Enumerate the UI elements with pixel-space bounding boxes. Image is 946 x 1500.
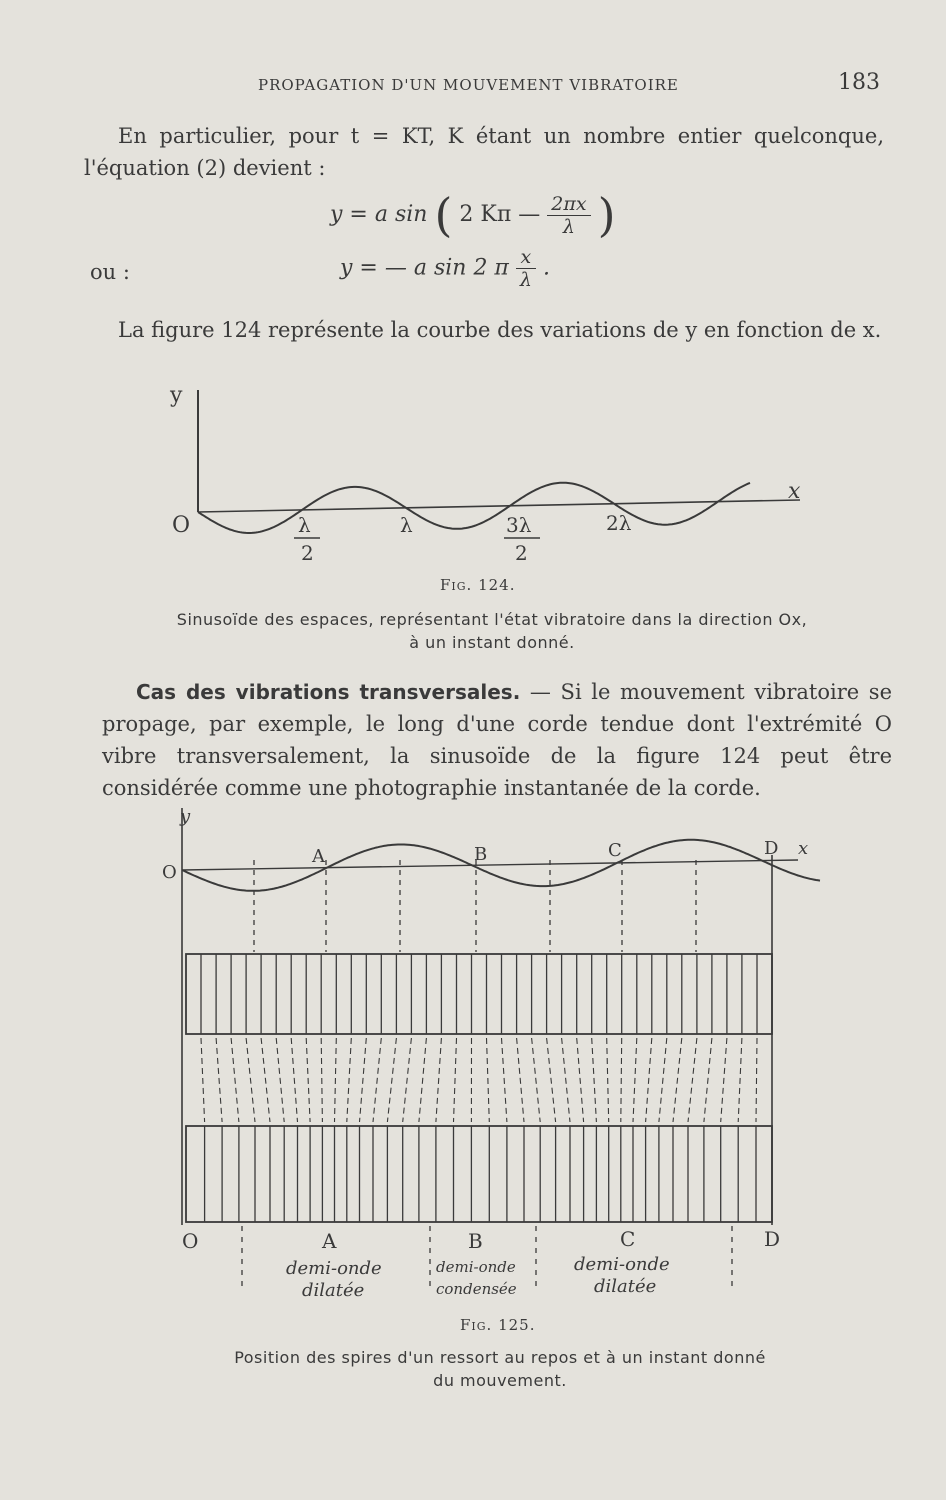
intro-paragraph: En particulier, pour t = KT, K étant un nombre entier quelconque, l'équation (2) devient : bbox=[84, 124, 884, 180]
figure-125-caption-line-2: du mouvement. bbox=[433, 1371, 567, 1390]
figure-124 bbox=[160, 380, 820, 570]
fig125-point-d: D bbox=[764, 838, 779, 859]
fig125-displacement-line bbox=[321, 1038, 322, 1122]
fig125-displacement-line bbox=[487, 1038, 490, 1122]
fig125-displacement-line bbox=[419, 1038, 427, 1122]
running-title: PROPAGATION D'UN MOUVEMENT VIBRATOIRE bbox=[258, 76, 679, 94]
fig125-displacement-line bbox=[261, 1038, 270, 1122]
fig125-moved-coils bbox=[205, 1126, 756, 1222]
fig125-displacement-line bbox=[756, 1038, 757, 1122]
eq2-denominator: λ bbox=[516, 268, 536, 291]
fig125-zone2-line2: condensée bbox=[436, 1280, 517, 1298]
eq1-numerator: 2πx bbox=[551, 192, 587, 215]
figure-125 bbox=[150, 800, 840, 1310]
fig125-displacement-line bbox=[246, 1038, 255, 1122]
fig125-displacement-line bbox=[454, 1038, 457, 1122]
fig125-displacement-line bbox=[738, 1038, 742, 1122]
fig125-displacement-line bbox=[646, 1038, 652, 1122]
fig125-origin-label: O bbox=[162, 862, 177, 883]
fig125-zone1-line2: dilatée bbox=[302, 1280, 365, 1301]
ou-label: ou : bbox=[90, 260, 130, 284]
page-number: 183 bbox=[838, 70, 880, 95]
fig125-displacement-line bbox=[607, 1038, 609, 1122]
eq1-lhs: y = a sin bbox=[330, 202, 428, 227]
fig125-displacement-line bbox=[502, 1038, 507, 1122]
fig125-rest-coils bbox=[201, 954, 757, 1034]
fig125-spring-in-motion bbox=[186, 1126, 772, 1222]
fig125-bottom-a: A bbox=[322, 1229, 337, 1253]
fig125-displacement-lines bbox=[201, 1038, 757, 1122]
fig125-x-axis bbox=[182, 860, 798, 870]
fig124-tick-3half-den: 2 bbox=[515, 541, 528, 565]
fig124-tick-3half-num: 3λ bbox=[506, 513, 532, 537]
fig125-displacement-line bbox=[517, 1038, 524, 1122]
fig124-tick-lambda: λ bbox=[400, 513, 413, 537]
fig125-displacement-line bbox=[633, 1038, 637, 1122]
figure-124-caption bbox=[112, 608, 872, 654]
fig125-bottom-b: B bbox=[468, 1229, 483, 1253]
fig125-bottom-o: O bbox=[182, 1229, 199, 1253]
figure-124-label: Fig. 124. bbox=[440, 576, 516, 594]
figure-124-drawing bbox=[160, 380, 820, 570]
figure-125-caption-line-1: Position des spires d'un ressort au repos et à un instant donné bbox=[234, 1348, 766, 1367]
fig125-zone2-line1: demi-onde bbox=[436, 1258, 516, 1276]
fig124-x-axis bbox=[198, 500, 800, 512]
fig125-displacement-line bbox=[659, 1038, 667, 1122]
figure-124-caption-line-1: Sinusoïde des espaces, représentant l'état vibratoire dans la direction Ox, bbox=[176, 610, 808, 629]
eq2-fraction bbox=[516, 246, 536, 291]
eq1-denominator: λ bbox=[547, 215, 590, 238]
fig124-tick-2lambda: 2λ bbox=[606, 511, 632, 535]
fig124-tick-half-num: λ bbox=[298, 513, 311, 537]
fig125-y-label: y bbox=[180, 806, 191, 827]
figure-125-label: Fig. 125. bbox=[460, 1316, 536, 1334]
eq2-lhs: y = — a sin 2 π bbox=[340, 255, 509, 281]
fig125-bottom-c: C bbox=[620, 1227, 636, 1251]
fig125-displacement-line bbox=[201, 1038, 205, 1122]
fig125-displacement-line bbox=[688, 1038, 697, 1122]
fig125-zone3-line1: demi-onde bbox=[574, 1254, 670, 1275]
fig125-displacement-line bbox=[387, 1038, 396, 1122]
transversal-heading: Cas des vibrations transversales. bbox=[136, 680, 521, 704]
eq2-numerator: x bbox=[520, 246, 532, 268]
fig125-displacement-line bbox=[436, 1038, 442, 1122]
fig124-sinusoid bbox=[198, 483, 750, 533]
fig125-x-label: x bbox=[798, 838, 809, 859]
paragraph-transversal bbox=[102, 676, 892, 804]
fig125-displacement-line bbox=[547, 1038, 556, 1122]
transversal-text: — Si le mouvement vibratoire se propage, par exemple, le long d'une corde tendue dont l'extrémité O vibre transversalement, la sinusoïde de la figure 124 peut être considérée comme une photographie instantanée de la corde. bbox=[102, 680, 893, 800]
fig125-point-c: C bbox=[608, 840, 622, 861]
fig125-displacement-line bbox=[403, 1038, 412, 1122]
equation-1: y = a sin ( 2 Kπ — $\frac{2\pi x}{\lambda}$ ) bbox=[330, 188, 616, 242]
fig125-displacement-line bbox=[291, 1038, 297, 1122]
fig125-displacement-line bbox=[231, 1038, 239, 1122]
fig125-spring-at-rest bbox=[186, 954, 772, 1034]
figure-124-caption-line-2: à un instant donné. bbox=[409, 633, 575, 652]
fig125-displacement-line bbox=[216, 1038, 222, 1122]
fig125-dashed-verticals bbox=[254, 860, 696, 952]
fig124-x-label: x bbox=[788, 479, 801, 504]
figure-125-caption bbox=[180, 1346, 820, 1392]
fig125-displacement-line bbox=[721, 1038, 727, 1122]
eq2-end: . bbox=[542, 255, 550, 281]
fig125-displacement-line bbox=[335, 1038, 337, 1122]
fig125-displacement-line bbox=[562, 1038, 570, 1122]
fig125-displacement-line bbox=[276, 1038, 284, 1122]
fig124-tick-half-den: 2 bbox=[301, 541, 314, 565]
fig125-displacement-line bbox=[347, 1038, 352, 1122]
fig125-bottom-d: D bbox=[764, 1227, 781, 1251]
eq1-inner: 2 Kπ — bbox=[459, 202, 541, 227]
fig125-displacement-line bbox=[673, 1038, 682, 1122]
fig125-displacement-line bbox=[577, 1038, 584, 1122]
fig125-displacement-line bbox=[373, 1038, 381, 1122]
fig125-point-b: B bbox=[474, 844, 488, 865]
fig125-zone1-line1: demi-onde bbox=[286, 1258, 382, 1279]
fig125-displacement-line bbox=[704, 1038, 712, 1122]
equation-2 bbox=[340, 246, 550, 291]
fig125-point-a: A bbox=[312, 846, 325, 867]
fig125-zone3-line2: dilatée bbox=[594, 1276, 657, 1297]
fig125-displacement-line bbox=[360, 1038, 367, 1122]
fig124-origin-label: O bbox=[172, 513, 191, 538]
fig124-y-label: y bbox=[170, 383, 183, 408]
fig125-displacement-line bbox=[532, 1038, 541, 1122]
fig125-displacement-line bbox=[621, 1038, 622, 1122]
paragraph-fig124-intro: La figure 124 représente la courbe des variations de y en fonction de x. bbox=[118, 318, 882, 342]
eq1-fraction bbox=[547, 193, 590, 238]
figure-125-drawing bbox=[150, 800, 840, 1310]
fig125-displacement-line bbox=[592, 1038, 597, 1122]
fig125-displacement-line bbox=[306, 1038, 310, 1122]
